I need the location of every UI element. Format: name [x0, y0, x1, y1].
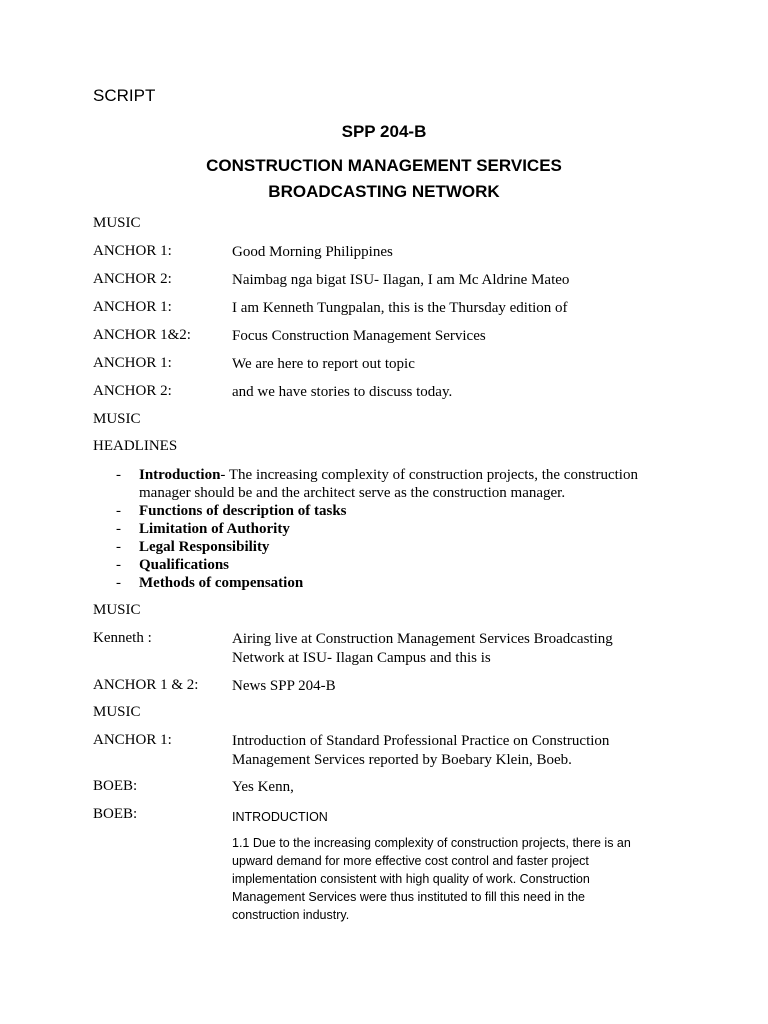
speaker-label: Kenneth :: [93, 630, 152, 646]
bullet-dash: -: [116, 467, 121, 483]
speaker-label: ANCHOR 2:: [93, 271, 172, 287]
speaker-label: ANCHOR 1:: [93, 355, 172, 371]
list-item: [116, 574, 656, 592]
bullet-dash: -: [116, 557, 121, 573]
headline-title: Limitation of Authority: [139, 521, 290, 537]
speaker-label: ANCHOR 1:: [93, 243, 172, 259]
bullet-dash: -: [116, 503, 121, 519]
dialogue-text: Good Morning Philippines: [232, 244, 393, 260]
music-cue: MUSIC: [93, 215, 141, 231]
headline-title: Methods of compensation: [139, 575, 304, 591]
dialogue-text: News SPP 204-B: [232, 678, 336, 694]
headlines-label: HEADLINES: [93, 438, 178, 454]
headlines-list: [116, 466, 656, 592]
list-item: [116, 520, 656, 538]
dialogue-text: We are here to report out topic: [232, 356, 415, 372]
speaker-label: ANCHOR 1&2:: [93, 327, 191, 343]
subtitle-line-2: BROADCASTING NETWORK: [268, 182, 500, 201]
headline-title: Functions of description of tasks: [139, 503, 347, 519]
document-label: SCRIPT: [93, 86, 156, 105]
music-cue: MUSIC: [93, 704, 141, 720]
dialogue-text: Yes Kenn,: [232, 779, 294, 795]
document-title: SPP 204-B: [341, 122, 427, 141]
list-item: [116, 466, 656, 502]
bullet-dash: -: [116, 575, 121, 591]
dialogue-text: and we have stories to discuss today.: [232, 384, 453, 400]
list-item: [116, 502, 656, 520]
headline-title: Legal Responsibility: [139, 539, 270, 555]
speaker-label: BOEB:: [93, 778, 138, 794]
section-heading: INTRODUCTION: [232, 810, 328, 824]
dialogue-text: Airing live at Construction Management Services Broadcasting Network at ISU- Ilagan Campus and this is: [232, 631, 613, 666]
bullet-dash: -: [116, 521, 121, 537]
speaker-label: ANCHOR 1 & 2:: [93, 677, 199, 693]
subtitle-line-1: CONSTRUCTION MANAGEMENT SERVICES: [206, 156, 562, 175]
dialogue-text: Focus Construction Management Services: [232, 328, 486, 344]
speaker-label: ANCHOR 1:: [93, 299, 172, 315]
speaker-label: ANCHOR 1:: [93, 732, 172, 748]
music-cue: MUSIC: [93, 602, 141, 618]
intro-paragraph: 1.1 Due to the increasing complexity of construction projects, there is an upward demand for more effective cost control and faster project implementation consistent with high quality of work. Construction Management Services were thus instituted to fill this need in the construction industry.: [232, 836, 631, 922]
dialogue-text: I am Kenneth Tungpalan, this is the Thursday edition of: [232, 300, 568, 316]
bullet-dash: -: [116, 539, 121, 555]
dialogue-text: Naimbag nga bigat ISU- Ilagan, I am Mc Aldrine Mateo: [232, 272, 570, 288]
speaker-label: BOEB:: [93, 806, 138, 822]
list-item: [116, 556, 656, 574]
list-item: [116, 538, 656, 556]
dialogue-text: Introduction of Standard Professional Practice on Construction Management Services reported by Boebary Klein, Boeb.: [232, 733, 610, 768]
headline-description: - The increasing complexity of construction projects, the construction manager should be and the architect serve as the construction manager.: [139, 467, 638, 501]
music-cue: MUSIC: [93, 411, 141, 427]
headline-title: Introduction: [139, 467, 221, 483]
headline-title: Qualifications: [139, 557, 230, 573]
speaker-label: ANCHOR 2:: [93, 383, 172, 399]
